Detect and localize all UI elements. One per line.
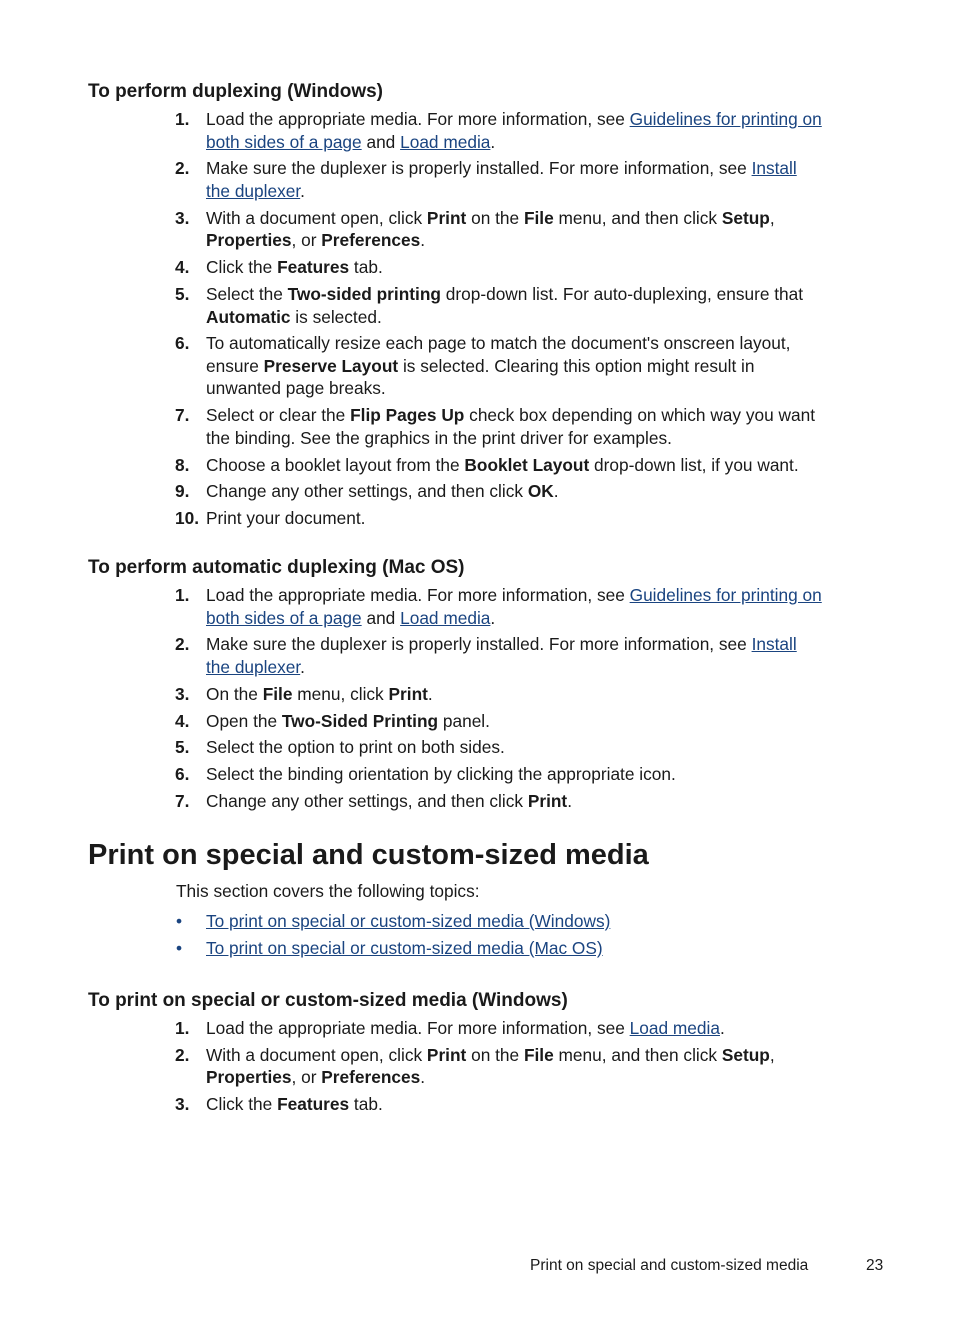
list-item	[0, 937, 610, 960]
step-number: 5.	[175, 283, 190, 304]
step-text: menu, and then click	[553, 207, 722, 228]
list-item	[0, 332, 900, 400]
ui-term: Automatic	[206, 306, 291, 327]
step-number: 5.	[175, 737, 190, 758]
step-text: drop-down list. For auto-duplexing, ensure that	[440, 283, 804, 304]
step-text: ,	[769, 207, 775, 228]
list-item	[0, 633, 900, 678]
step-text: Open the	[206, 710, 282, 731]
list-item	[0, 790, 900, 813]
step-text: With a document open, click	[206, 1044, 427, 1065]
step-text: .	[490, 131, 496, 152]
step-text: menu, and then click	[553, 1044, 722, 1065]
step-text: Select the binding orientation by clicking the appropriate icon.	[206, 764, 676, 785]
step-number: 2.	[175, 158, 190, 179]
step-text: on the	[466, 1044, 524, 1065]
bullet-icon: •	[176, 938, 183, 959]
ui-term: Preserve Layout	[263, 355, 399, 376]
ui-term: Properties	[206, 230, 292, 251]
list-item	[0, 108, 900, 153]
step-text: .	[490, 607, 496, 628]
step-text: .	[567, 790, 573, 811]
link-guidelines-both-sides[interactable]: Guidelines for printing on both sides of a page	[206, 585, 822, 628]
heading-duplexing-windows: To perform duplexing (Windows)	[88, 81, 384, 102]
topics-list	[0, 910, 610, 964]
step-text: Make sure the duplexer is properly installed. For more information, see	[206, 158, 752, 179]
step-text: To automatically resize each page to match the document's onscreen layout, ensure	[206, 333, 791, 376]
step-number: 1.	[175, 585, 190, 605]
step-number: 7.	[175, 790, 190, 811]
step-number: 1.	[175, 109, 190, 129]
step-number: 4.	[175, 710, 190, 731]
list-item	[0, 507, 900, 530]
step-number: 1.	[175, 1018, 190, 1038]
list-item	[0, 763, 900, 786]
heading-special-media-windows: To print on special or custom-sized media (Windows)	[88, 990, 568, 1011]
list-item	[0, 910, 610, 933]
step-text: is selected. Clearing this option might result in unwanted page breaks.	[206, 355, 755, 399]
ui-term: Flip Pages Up	[350, 405, 465, 426]
list-item	[0, 1093, 900, 1116]
step-text: On the	[206, 683, 263, 704]
ui-term: File	[523, 1044, 554, 1065]
list-item	[0, 683, 900, 706]
section-intro: This section covers the following topics:	[176, 881, 480, 901]
step-text: Click the	[206, 1094, 278, 1115]
link-load-media[interactable]: Load media	[629, 1018, 720, 1038]
step-text: .	[420, 1067, 426, 1088]
list-item	[0, 710, 900, 733]
ui-term: OK	[527, 481, 554, 502]
step-text: Choose a booklet layout from the	[206, 454, 465, 475]
step-text: With a document open, click	[206, 207, 427, 228]
step-text: Select the	[206, 283, 288, 304]
list-item	[0, 1044, 900, 1089]
list-item	[0, 207, 900, 252]
link-guidelines-both-sides[interactable]: Guidelines for printing on both sides of a page	[206, 109, 822, 152]
steps-special-media-windows	[0, 1017, 900, 1120]
ui-term: File	[262, 683, 293, 704]
list-item	[0, 584, 900, 629]
step-number: 2.	[175, 634, 190, 655]
ui-term: Booklet Layout	[464, 454, 590, 475]
link-topic-mac[interactable]: To print on special or custom-sized media (Mac OS)	[206, 938, 603, 959]
list-item	[0, 256, 900, 279]
section-title: Print on special and custom-sized media	[88, 839, 649, 871]
step-number: 7.	[175, 405, 190, 426]
step-text: on the	[466, 207, 524, 228]
step-text: Change any other settings, and then click	[206, 790, 528, 811]
step-number: 4.	[175, 257, 190, 278]
ui-term: Print	[426, 1044, 467, 1065]
step-text: Print your document.	[206, 508, 366, 529]
step-text: and	[361, 131, 401, 152]
footer-section-name: Print on special and custom-sized media	[530, 1257, 809, 1274]
step-number: 8.	[175, 454, 190, 475]
steps-duplexing-windows	[0, 108, 900, 534]
link-topic-windows[interactable]: To print on special or custom-sized media (Windows)	[206, 911, 611, 931]
ui-term: Setup	[721, 1044, 770, 1065]
step-text: tab.	[349, 257, 383, 278]
steps-duplexing-mac	[0, 584, 900, 817]
step-number: 10.	[175, 508, 200, 529]
step-text: ,	[769, 1044, 775, 1065]
ui-term: Features	[277, 1094, 350, 1115]
step-text: Make sure the duplexer is properly installed. For more information, see	[206, 634, 752, 655]
step-text: drop-down list, if you want.	[589, 454, 799, 475]
bullet-icon: •	[176, 911, 183, 931]
link-load-media[interactable]: Load media	[400, 607, 491, 628]
step-number: 3.	[175, 207, 190, 228]
step-text: Load the appropriate media. For more information, see	[206, 1018, 630, 1038]
step-text: Click the	[206, 257, 278, 278]
heading-duplexing-mac: To perform automatic duplexing (Mac OS)	[88, 557, 465, 578]
ui-term: Preferences	[321, 1067, 421, 1088]
step-number: 3.	[175, 1094, 190, 1115]
link-load-media[interactable]: Load media	[400, 131, 491, 152]
step-text: Select the option to print on both sides.	[206, 737, 505, 758]
step-text: tab.	[349, 1094, 383, 1115]
ui-term: Two-sided printing	[287, 283, 441, 304]
step-number: 6.	[175, 764, 190, 785]
step-text: Change any other settings, and then click	[206, 481, 528, 502]
ui-term: Properties	[206, 1067, 292, 1088]
list-item	[0, 736, 900, 759]
ui-term: Print	[426, 207, 467, 228]
step-text: .	[427, 683, 433, 704]
step-number: 9.	[175, 481, 190, 502]
ui-term: Features	[277, 257, 350, 278]
step-text: .	[300, 180, 305, 201]
ui-term: Print	[388, 683, 428, 704]
step-text: Select or clear the	[206, 405, 351, 426]
step-text: and	[361, 607, 401, 628]
step-text: check box depending on which way you want the binding. See the graphics in the print driver for examples.	[206, 405, 816, 448]
ui-term: Print	[527, 790, 568, 811]
step-number: 6.	[175, 333, 190, 354]
link-install-duplexer[interactable]: Install the duplexer	[206, 634, 797, 677]
step-text: menu, click	[292, 683, 389, 704]
step-text: , or	[291, 1067, 322, 1088]
list-item	[0, 1017, 900, 1040]
ui-term: Preferences	[321, 230, 421, 251]
step-text: .	[420, 230, 426, 251]
step-text: .	[719, 1018, 725, 1038]
step-text: Load the appropriate media. For more information, see	[206, 585, 630, 605]
list-item	[0, 480, 900, 503]
ui-term: Two-Sided Printing	[281, 710, 439, 731]
list-item	[0, 157, 900, 202]
ui-term: Setup	[721, 207, 770, 228]
page-number: 23	[866, 1257, 884, 1274]
list-item	[0, 404, 900, 449]
step-text: , or	[291, 230, 322, 251]
list-item	[0, 283, 900, 328]
step-text: .	[300, 656, 305, 677]
link-install-duplexer[interactable]: Install the duplexer	[206, 158, 797, 201]
step-text: Load the appropriate media. For more information, see	[206, 109, 630, 129]
list-item	[0, 454, 900, 477]
step-text: panel.	[438, 710, 490, 731]
step-number: 2.	[175, 1044, 190, 1065]
ui-term: File	[523, 207, 554, 228]
step-text: .	[553, 481, 559, 502]
step-text: is selected.	[290, 306, 382, 327]
step-number: 3.	[175, 683, 190, 704]
